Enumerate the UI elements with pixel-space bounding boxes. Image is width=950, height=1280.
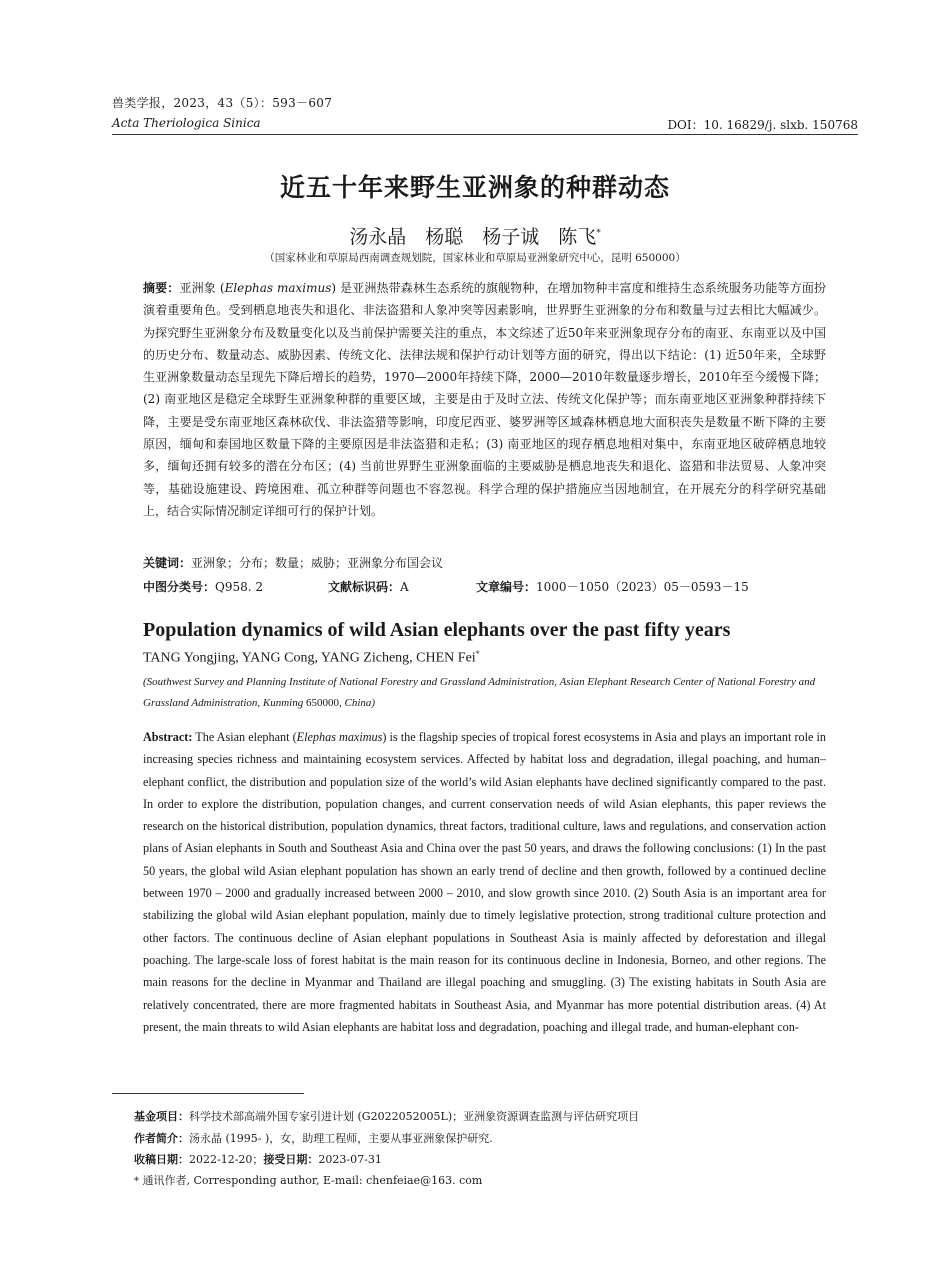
keywords-cn-label: 关键词： — [143, 556, 192, 570]
clc-value: Q958. 2 — [215, 580, 264, 594]
accepted-label: 接受日期： — [263, 1153, 319, 1166]
article-number — [476, 578, 749, 595]
footnote-fund — [134, 1108, 639, 1124]
doc-code-value: A — [400, 580, 409, 594]
clc-label: 中图分类号： — [143, 580, 216, 594]
accepted-value: 2023-07-31 — [318, 1153, 382, 1166]
doc-code-label: 文献标识码： — [328, 580, 401, 594]
footnote-dates — [134, 1151, 382, 1167]
journal-name-en: Acta Theriologica Sinica — [112, 116, 261, 130]
page-title-cn: 近五十年来野生亚洲象的种群动态 — [279, 173, 670, 202]
corresponding-mark-en: * — [475, 649, 480, 658]
author-bio-label: 作者简介： — [134, 1132, 189, 1145]
corresponding-mark: * — [596, 228, 601, 239]
received-label: 收稿日期： — [134, 1153, 189, 1166]
footnote-corresponding — [134, 1172, 482, 1188]
page-title-en: Population dynamics of wild Asian elephants over the past fifty years — [143, 619, 731, 641]
affiliation-en-text: (Southwest Survey and Planning Institute of National Forestry and Grassland Administration, Asian Elephant Research Center of National Forestry and Grassland Administration, Kunming — [143, 676, 816, 709]
abstract-en-label: Abstract: — [143, 730, 193, 744]
abstract-cn — [143, 277, 826, 522]
article-number-label: 文章编号： — [476, 580, 537, 594]
abstract-en-text-2: ) is the flagship species of tropical forest ecosystems in Asia and plays an important role in increasing species richness and maintaining ecosystem services. Affected by habitat loss and degradation, illegal poaching, and human–elephant conflict, the distribution and population size of the world’s wild Asian elephants have declined significantly compared to the past. In order to explore the distribution, population changes, and current conservation needs of wild Asian elephants, this paper reviews the research on the historical distribution, population dynamics, threat factors, traditional culture, laws and regulations, and conservation action plans of Asian elephants in South and Southeast Asia and China over the past 50 years, and draws the following conclusions: (1) In the past 50 years, the global wild Asian elephant population has shown an early trend of decline and then growth, followed by a continued decline between 1970 – 2000 and gradually increased between 2000 – 2010, and slow growth since 2010. (2) South Asia is an important area for stabilizing the global wild Asian elephant population, mainly due to timely legislative protection, strong traditional culture protection and other factors. The continuous decline of Asian elephant populations in Southeast Asia is mainly affected by deforestation and illegal poaching. The large-scale loss of forest habitat is the main reason for its continuous decline in Indonesia, Borneo, and other regions. The main reasons for the decline in Myanmar and Thailand are illegal poaching and smuggling. (3) The existing habitats in South Asia are relatively concentrated, there are more fragmented habitats in Southeast Asia, and Myanmar has more potential distribution areas. (4) At present, the main threats to wild Asian elephants are habitat loss and degradation, poaching and illegal trade, and human-elephant con- — [143, 730, 826, 1034]
abstract-cn-text-1: 亚洲象 ( — [179, 281, 225, 295]
author-bio-value: 汤永晶 (1995- )，女，助理工程师，主要从事亚洲象保护研究. — [189, 1132, 493, 1145]
authors-en — [143, 649, 480, 667]
abstract-cn-label: 摘要： — [143, 281, 180, 295]
affiliation-en-tail: , China) — [339, 697, 376, 709]
abstract-en-text-1: The Asian elephant ( — [192, 730, 297, 744]
corresponding-star: * — [134, 1176, 139, 1187]
clc-number — [143, 578, 263, 595]
article-number-value: 1000－1050（2023）05－0593－15 — [536, 580, 749, 594]
abstract-cn-text-2: ) 是亚洲热带森林生态系统的旗舰物种，在增加物种丰富度和维持生态系统服务功能等方面扮演着重要角色。受到栖息地丧失和退化、非法盗猎和人象冲突等因素影响，世界野生亚洲象的分布和数量与过去相比大幅减少。为探究野生亚洲象分布及数量变化以及当前保护需要关注的重点，本文综述了近50年来亚洲象现存分布的南亚、东南亚以及中国的历史分布、数量动态、威胁因素、传统文化、法律法规和保护行动计划等方面的研究，得出以下结论：(1) 近50年来，全球野生亚洲象数量动态呈现先下降后增长的趋势，1970—2000年持续下降，2000—2010年数量逐步增长，2010年至今缓慢下降；(2) 南亚地区是稳定全球野生亚洲象种群的重要区域，主要是由于及时立法、传统文化保护等；而东南亚地区亚洲象种群持续下降，主要是受东南亚地区森林砍伐、非法盗猎等影响，印度尼西亚、婆罗洲等区域森林栖息地大面积丧失是数量不断下降的主要原因，缅甸和泰国地区数量下降的主要原因是非法盗猎和走私；(3) 南亚地区的现存栖息地相对集中，东南亚地区破碎栖息地较多，缅甸还拥有较多的潜在分布区；(4) 当前世界野生亚洲象面临的主要威胁是栖息地丧失和退化、盗猎和非法贸易、人象冲突等，基础设施建设、跨境困难、孤立种群等问题也不容忽视。科学合理的保护措施应当因地制宜，在开展充分的科学研究基础上，结合实际情况制定详细可行的保护计划。 — [143, 281, 826, 518]
abstract-en — [143, 726, 826, 1038]
fund-value: 科学技术部高端外国专家引进计划 (G2022052005L)；亚洲象资源调查监测与评估研究项目 — [189, 1110, 640, 1123]
header-rule — [112, 134, 858, 135]
corresponding-email-text: 通讯作者, Corresponding author, E-mail: chenfeiae@163. com — [139, 1174, 483, 1187]
affiliation-en-postcode: 650000 — [303, 697, 339, 709]
authors-en-names: TANG Yongjing, YANG Cong, YANG Zicheng, CHEN Fei — [143, 650, 476, 666]
keywords-cn — [143, 554, 443, 571]
doi: DOI：10. 16829/j. slxb. 150768 — [667, 118, 858, 132]
abstract-en-latin: Elephas maximus — [296, 730, 383, 744]
journal-citation-cn: 兽类学报，2023，43（5）：593－607 — [112, 96, 333, 110]
affiliation-cn: （国家林业和草原局西南调查规划院，国家林业和草原局亚洲象研究中心，昆明 650000） — [264, 252, 686, 264]
footnote-rule — [112, 1093, 304, 1094]
abstract-cn-latin: Elephas maximus — [224, 281, 332, 295]
received-value: 2022-12-20； — [189, 1153, 264, 1166]
footnote-author-bio — [134, 1130, 493, 1146]
document-code — [328, 578, 409, 595]
keywords-cn-value: 亚洲象；分布；数量；威胁；亚洲象分布国会议 — [191, 556, 444, 570]
authors-cn — [0, 222, 950, 249]
fund-label: 基金项目： — [134, 1110, 189, 1123]
affiliation-en — [143, 672, 826, 714]
authors-cn-names: 汤永晶 杨聪 杨子诚 陈飞 — [349, 226, 597, 248]
